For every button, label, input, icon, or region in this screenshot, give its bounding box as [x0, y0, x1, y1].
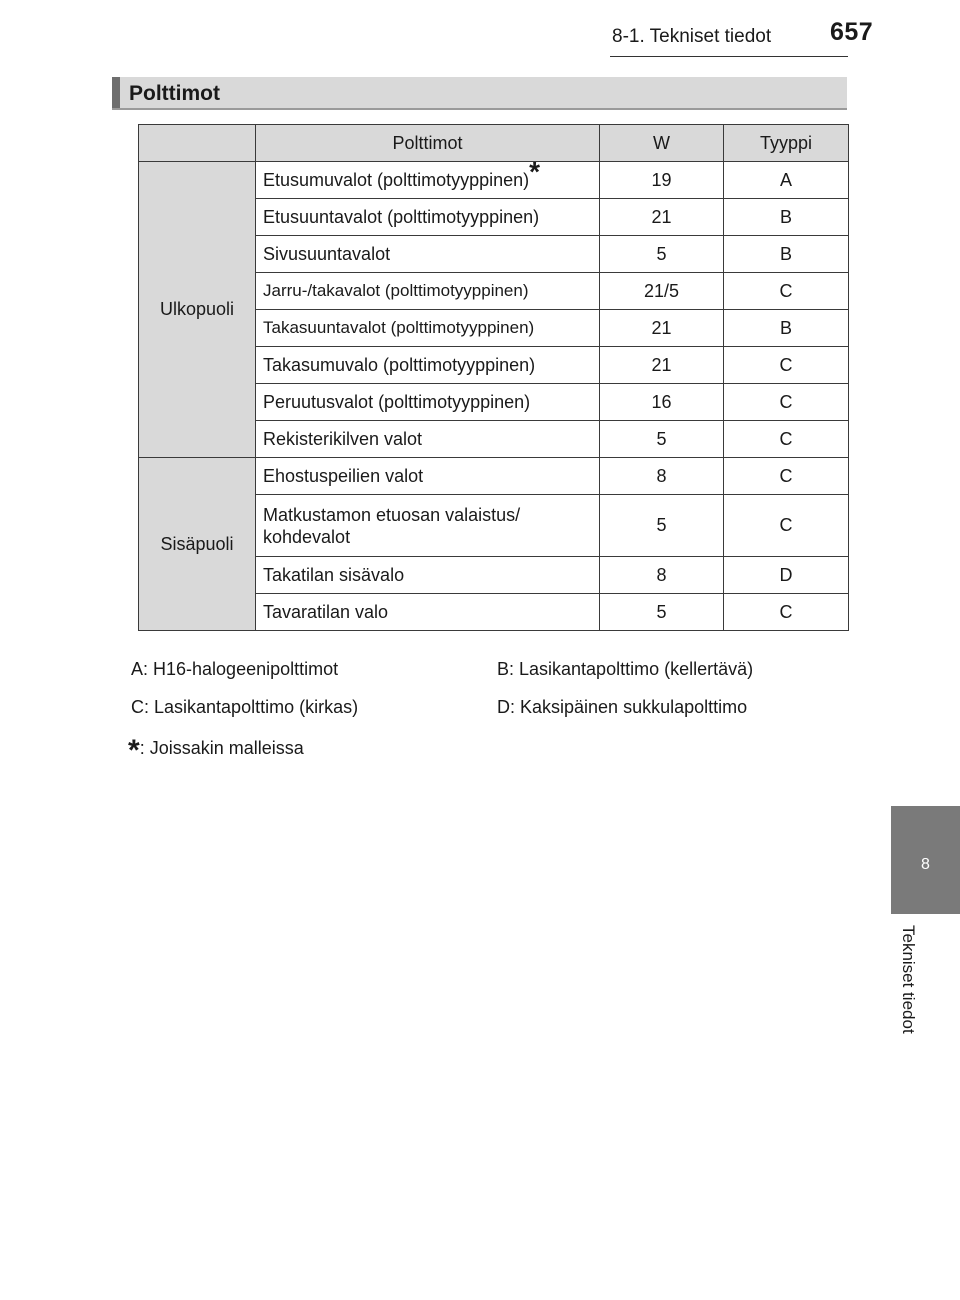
page-number: 657: [830, 18, 874, 46]
header-watts: W: [600, 125, 724, 162]
bulb-table: [138, 124, 849, 631]
footnote-asterisk: *: [128, 734, 140, 767]
bulb-type: C: [724, 273, 849, 310]
page-header-section: 8-1. Tekniset tiedot: [612, 26, 772, 47]
bulb-name: Rekisterikilven valot: [256, 421, 600, 458]
bulb-type: B: [724, 199, 849, 236]
bulb-name: Ehostuspeilien valot: [256, 458, 600, 495]
bulb-name: Takasumuvalo (polttimotyyppinen): [256, 347, 600, 384]
bulb-type: C: [724, 495, 849, 557]
header-type: Tyyppi: [724, 125, 849, 162]
bulb-name-text: Etusumuvalot (polttimotyyppinen): [263, 169, 530, 190]
bulb-type: C: [724, 421, 849, 458]
section-title-bar: [112, 77, 847, 110]
bulb-watts: 19: [600, 162, 724, 199]
bulb-watts: 21: [600, 347, 724, 384]
bulb-type: B: [724, 310, 849, 347]
bulb-type: A: [724, 162, 849, 199]
bulb-watts: 8: [600, 458, 724, 495]
bulb-name: Etusuuntavalot (polttimotyyppinen): [256, 199, 600, 236]
bulb-watts: 16: [600, 384, 724, 421]
bulb-type: C: [724, 458, 849, 495]
legend-d: D: Kaksipäinen sukkulapolttimo: [497, 697, 748, 717]
bulb-name: Jarru-/takavalot (polttimotyyppinen): [256, 273, 600, 310]
bulb-watts: 8: [600, 557, 724, 594]
chapter-number: 8: [921, 856, 930, 873]
legend-c: C: Lasikantapolttimo (kirkas): [131, 697, 359, 717]
bulb-type: B: [724, 236, 849, 273]
bulb-watts: 5: [600, 495, 724, 557]
bulb-name: Takatilan sisävalo: [256, 557, 600, 594]
footnote-text: : Joissakin malleissa: [139, 738, 304, 758]
bulb-name: Matkustamon etuosan valaistus/ kohdevalot: [256, 495, 600, 557]
bulb-type: C: [724, 384, 849, 421]
legend-b: B: Lasikantapolttimo (kellertävä): [497, 659, 754, 679]
group-interior: Sisäpuoli: [139, 458, 256, 631]
bulb-watts: 21: [600, 199, 724, 236]
header-bulbs: Polttimot: [256, 125, 600, 162]
bulb-watts: 5: [600, 594, 724, 631]
footnote: [128, 728, 304, 767]
bulb-type: C: [724, 347, 849, 384]
bulb-name: Peruutusvalot (polttimotyyppinen): [256, 384, 600, 421]
table-row: [139, 162, 849, 199]
bulb-name: Tavaratilan valo: [256, 594, 600, 631]
asterisk-marker: *: [529, 155, 541, 187]
bulb-type: D: [724, 557, 849, 594]
bulb-name: [256, 155, 600, 199]
chapter-label: Tekniset tiedot: [899, 925, 918, 1034]
group-exterior: Ulkopuoli: [139, 162, 256, 458]
bulb-type: C: [724, 594, 849, 631]
bulb-watts: 21/5: [600, 273, 724, 310]
bulb-watts: 21: [600, 310, 724, 347]
legend-a: A: H16-halogeenipolttimot: [131, 659, 339, 679]
table-header-row: [139, 125, 849, 162]
bulb-watts: 5: [600, 421, 724, 458]
section-title-accent: [112, 77, 120, 108]
chapter-tab: [891, 806, 960, 914]
header-rule: [610, 56, 848, 57]
bulb-name: Sivusuuntavalot: [256, 236, 600, 273]
section-title: Polttimot: [129, 82, 220, 105]
bulb-name: Takasuuntavalot (polttimotyyppinen): [256, 310, 600, 347]
header-empty: [139, 125, 256, 162]
bulb-watts: 5: [600, 236, 724, 273]
table-row: [139, 458, 849, 495]
